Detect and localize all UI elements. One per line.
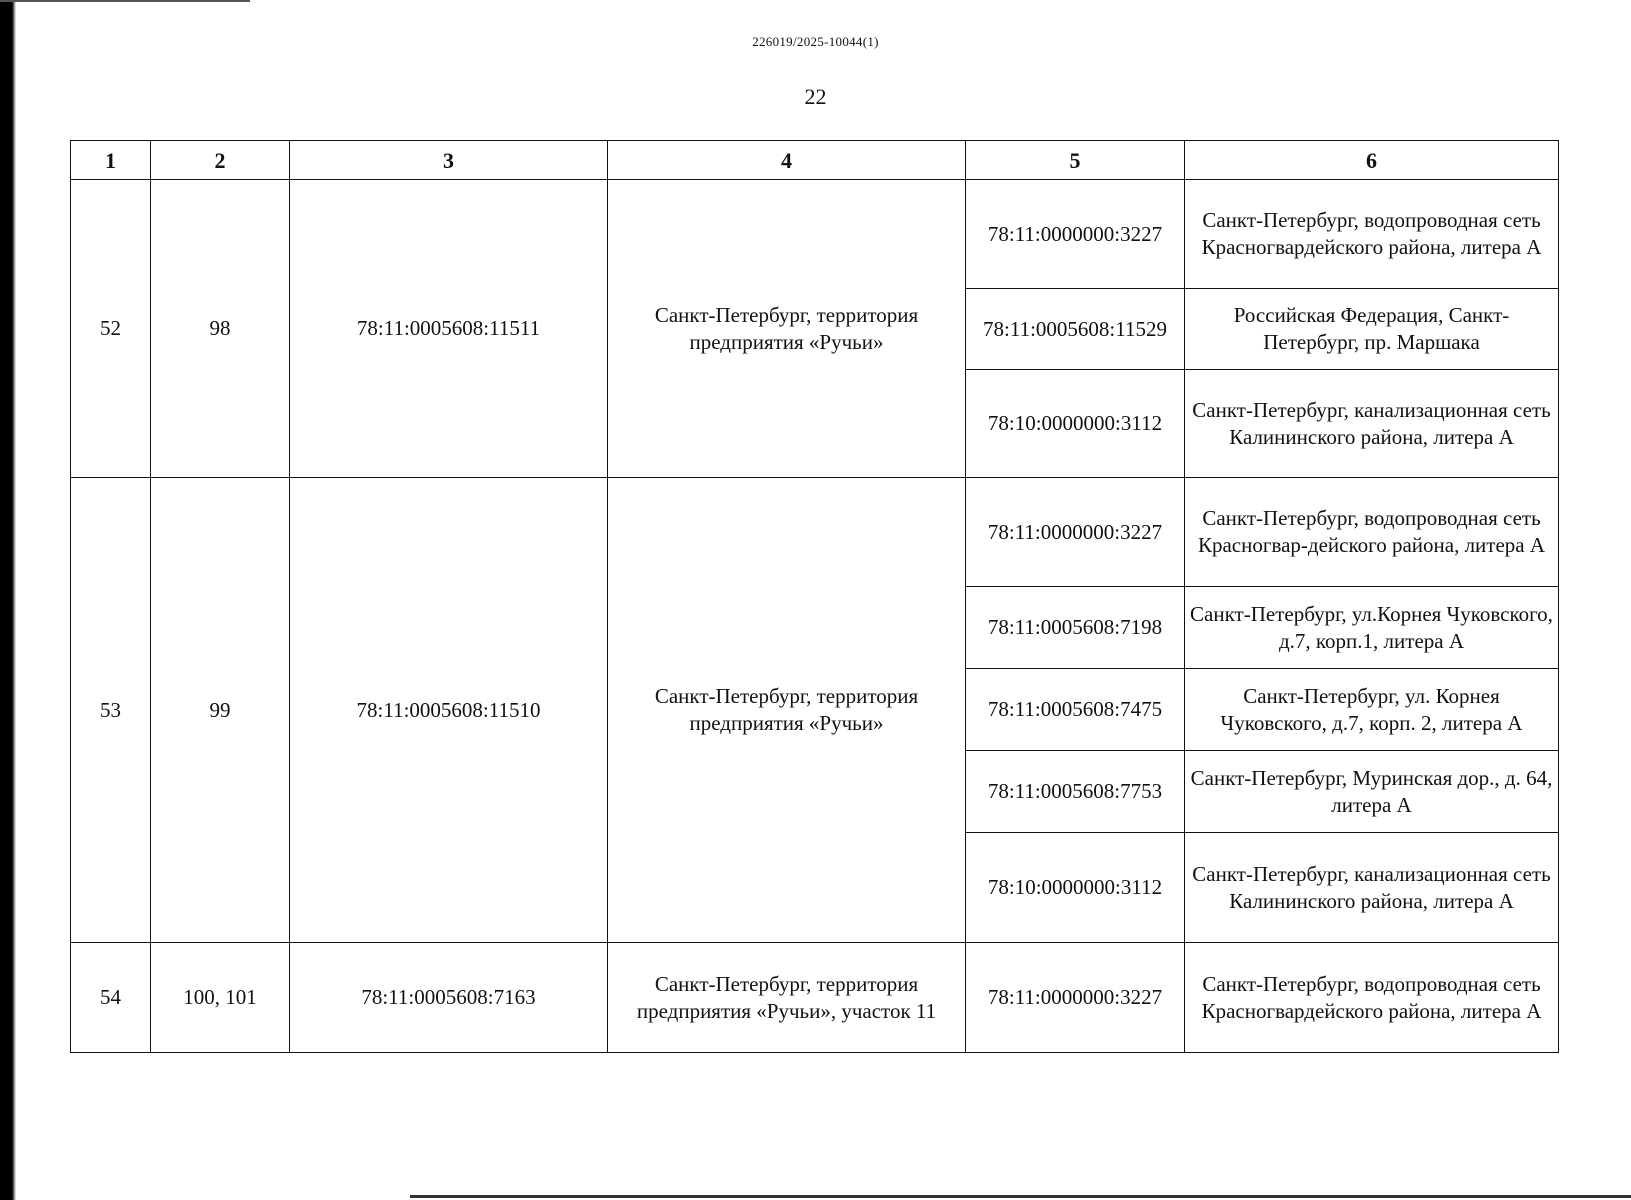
address-cell: Санкт-Петербург, канализационная сеть Калининского района, литера А <box>1185 370 1559 478</box>
header-row <box>71 141 1559 180</box>
table-row <box>71 478 1559 587</box>
cadastral-number-cell: 78:11:0005608:11510 <box>290 478 608 943</box>
cadastral-number-cell: 78:11:0005608:11511 <box>290 180 608 478</box>
table-row <box>71 180 1559 289</box>
adjacent-cadastral-cell: 78:11:0005608:7198 <box>966 587 1185 669</box>
location-cell: Санкт-Петербург, территория предприятия «Ручьи» <box>608 180 966 478</box>
adjacent-cadastral-cell: 78:11:0000000:3227 <box>966 943 1185 1053</box>
scan-line-bottom <box>410 1195 1631 1198</box>
scan-edge-left <box>0 0 16 1200</box>
adjacent-cadastral-cell: 78:11:0000000:3227 <box>966 478 1185 587</box>
address-cell: Санкт-Петербург, Муринская дор., д. 64, литера А <box>1185 751 1559 833</box>
adjacent-cadastral-cell: 78:10:0000000:3112 <box>966 833 1185 943</box>
location-cell: Санкт-Петербург, территория предприятия «Ручьи» <box>608 478 966 943</box>
row-number-cell: 52 <box>71 180 151 478</box>
page-number: 22 <box>804 84 827 109</box>
adjacent-cadastral-cell: 78:11:0005608:7475 <box>966 669 1185 751</box>
point-number-cell: 100, 101 <box>151 943 290 1053</box>
scan-line-top <box>0 0 250 2</box>
adjacent-cadastral-cell: 78:11:0005608:7753 <box>966 751 1185 833</box>
table-row <box>71 943 1559 1053</box>
address-cell: Санкт-Петербург, канализационная сеть Калининского района, литера А <box>1185 833 1559 943</box>
column-header: 3 <box>290 141 608 180</box>
column-header: 1 <box>71 141 151 180</box>
address-cell: Санкт-Петербург, водопроводная сеть Красногвар-дейского района, литера А <box>1185 478 1559 587</box>
address-cell: Санкт-Петербург, водопроводная сеть Красногвардейского района, литера А <box>1185 180 1559 289</box>
column-header: 2 <box>151 141 290 180</box>
document-id: 226019/2025-10044(1) <box>752 34 879 49</box>
adjacent-cadastral-cell: 78:11:0005608:11529 <box>966 289 1185 370</box>
adjacent-cadastral-cell: 78:11:0000000:3227 <box>966 180 1185 289</box>
point-number-cell: 99 <box>151 478 290 943</box>
adjacent-cadastral-cell: 78:10:0000000:3112 <box>966 370 1185 478</box>
address-cell: Санкт-Петербург, ул. Корнея Чуковского, д.7, корп. 2, литера А <box>1185 669 1559 751</box>
column-header: 4 <box>608 141 966 180</box>
point-number-cell: 98 <box>151 180 290 478</box>
address-cell: Санкт-Петербург, ул.Корнея Чуковского, д.7, корп.1, литера А <box>1185 587 1559 669</box>
address-cell: Российская Федерация, Санкт-Петербург, пр. Маршака <box>1185 289 1559 370</box>
row-number-cell: 54 <box>71 943 151 1053</box>
cadastral-number-cell: 78:11:0005608:7163 <box>290 943 608 1053</box>
address-cell: Санкт-Петербург, водопроводная сеть Красногвардейского района, литера А <box>1185 943 1559 1053</box>
column-header: 6 <box>1185 141 1559 180</box>
cadastral-table <box>70 140 1559 1053</box>
location-cell: Санкт-Петербург, территория предприятия «Ручьи», участок 11 <box>608 943 966 1053</box>
column-header: 5 <box>966 141 1185 180</box>
row-number-cell: 53 <box>71 478 151 943</box>
